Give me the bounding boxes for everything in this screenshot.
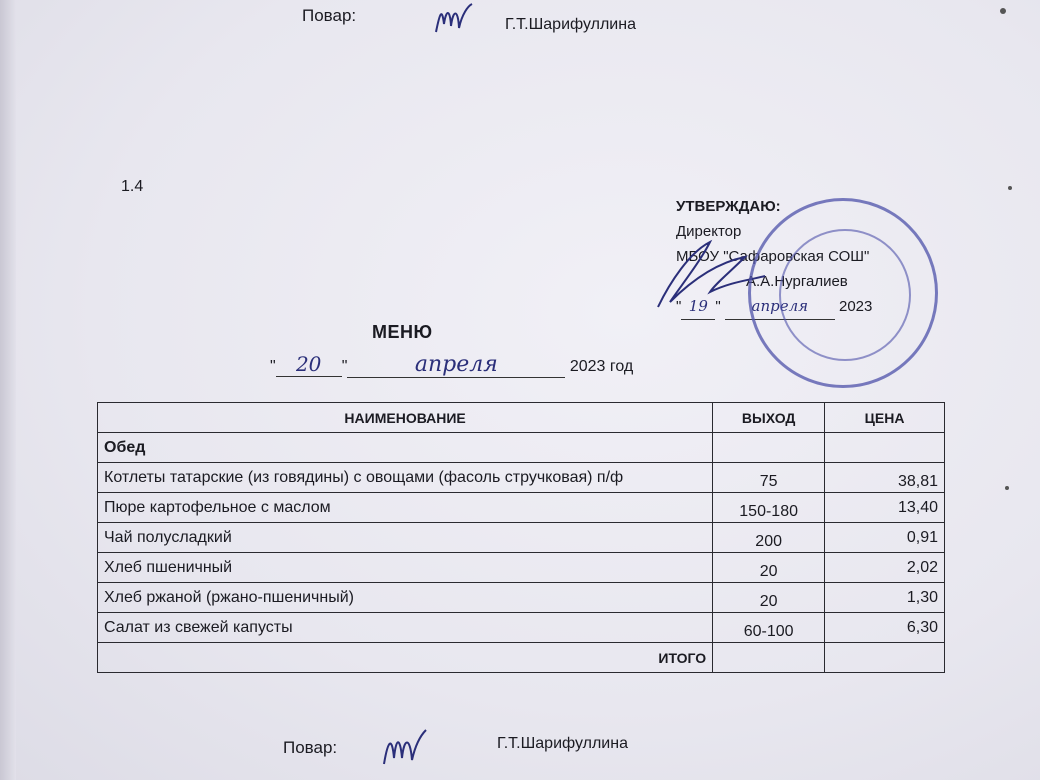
dish-price: 2,02 [825,553,945,583]
official-stamp [748,198,938,388]
table-header-row [98,403,945,433]
dish-output: 150-180 [713,493,825,523]
dish-output: 75 [713,463,825,493]
dish-price: 1,30 [825,583,945,613]
dish-output: 60-100 [713,613,825,643]
menu-date [270,352,633,378]
approval-date-quote-close: " [715,298,721,315]
approval-year: 2023 [839,298,873,315]
top-cook-label: Повар: [302,6,357,25]
header-price: ЦЕНА [825,403,945,433]
dish-name: Котлеты татарские (из говядины) с овощами (фасоль стручковая) п/ф [98,463,713,493]
dish-name: Хлеб пшеничный [98,553,713,583]
table-group-row [98,433,945,463]
approval-school: МБОУ "Сафаровская СОШ" [676,248,870,265]
menu-date-quote-open: " [270,358,276,375]
top-cook-name: Г.Т.Шарифуллина [505,16,636,33]
dish-output: 20 [713,583,825,613]
dish-name: Салат из свежей капусты [98,613,713,643]
menu-title: МЕНЮ [372,322,433,342]
approval-position: Директор [676,223,742,240]
dish-price: 6,30 [825,613,945,643]
table-row [98,553,945,583]
menu-year: 2023 год [569,358,634,375]
dish-output: 20 [713,553,825,583]
approval-title: УТВЕРЖДАЮ: [676,198,781,215]
header-output: ВЫХОД [713,403,825,433]
table-row [98,493,945,523]
dish-price: 0,91 [825,523,945,553]
stamp-inner-ring [779,229,911,361]
dish-price: 13,40 [825,493,945,523]
dish-name: Хлеб ржаной (ржано-пшеничный) [98,583,713,613]
table-row [98,613,945,643]
dish-price: 38,81 [825,463,945,493]
total-output [713,643,825,673]
total-price [825,643,945,673]
approval-director: А.А.Нургалиев [746,273,848,290]
bottom-cook-name: Г.Т.Шарифуллина [497,735,628,752]
approval-date-quote-open: " [676,298,682,315]
approval-day: 19 [681,294,715,320]
table-row [98,583,945,613]
bottom-cook-signature [380,728,428,770]
menu-day: 20 [276,352,342,377]
menu-month: апреля [347,352,565,378]
table-total-row [98,643,945,673]
section-number: 1.4 [121,178,144,195]
paper-mark [1008,186,1012,190]
group-label: Обед [98,433,713,463]
approval-month: апреля [725,294,835,320]
header-name: НАИМЕНОВАНИЕ [98,403,713,433]
group-price-cell [825,433,945,463]
bottom-cook-label: Повар: [283,738,338,757]
paper-mark [1005,486,1009,490]
paper-mark [1000,8,1006,14]
top-cook-signature [432,2,474,36]
menu-date-quote-close: " [341,358,348,375]
dish-output: 200 [713,523,825,553]
group-output-cell [713,433,825,463]
paper-edge [0,0,16,780]
table-row [98,523,945,553]
menu-table [97,402,945,673]
table-row [98,463,945,493]
dish-name: Пюре картофельное с маслом [98,493,713,523]
dish-name: Чай полусладкий [98,523,713,553]
total-label: ИТОГО [98,643,713,673]
